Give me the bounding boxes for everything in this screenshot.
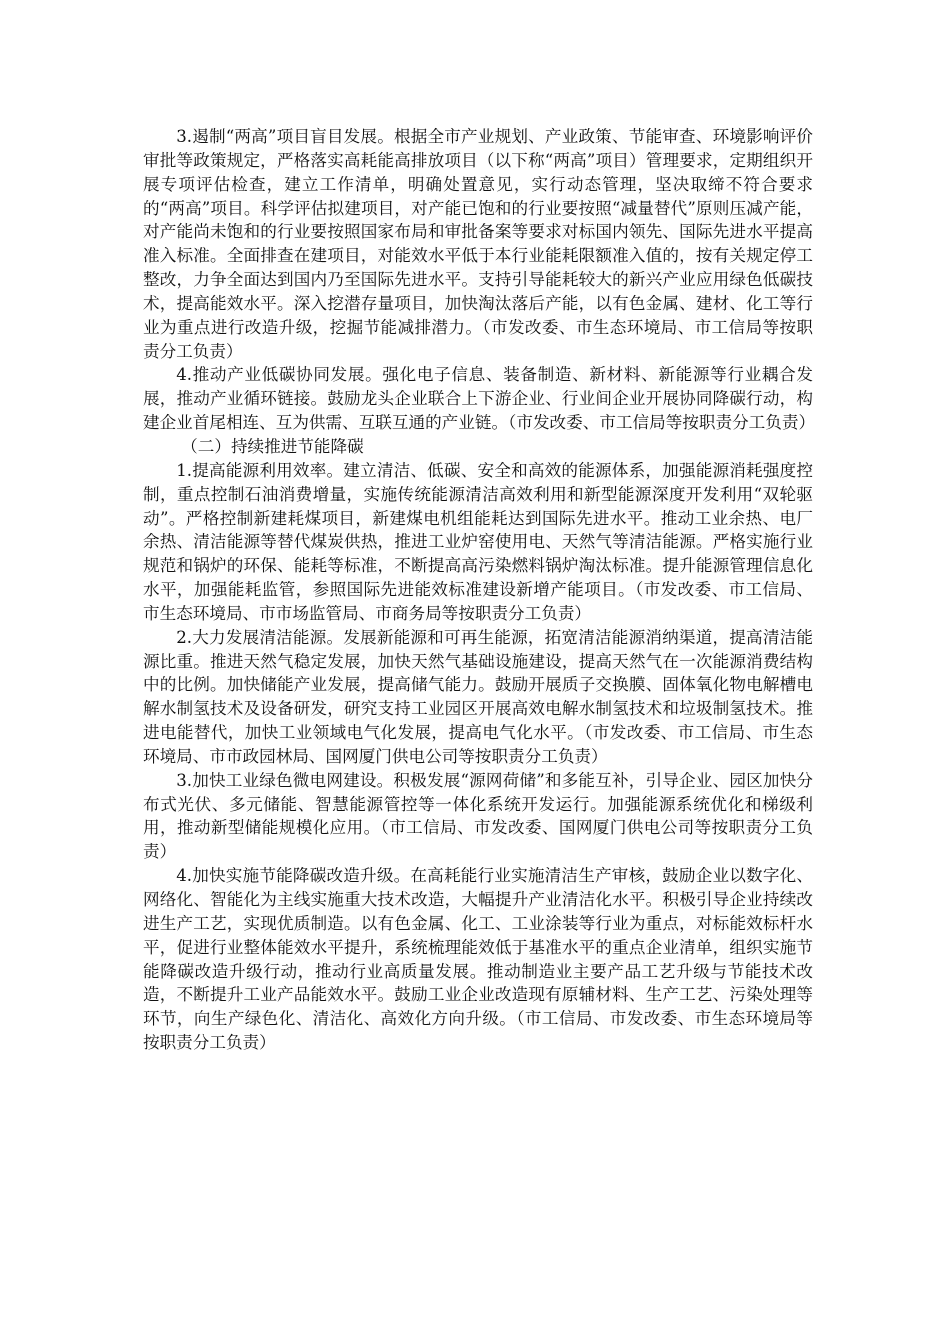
document-body (143, 125, 816, 1055)
paragraph-clean-energy: 2.大力发展清洁能源。发展新能源和可再生能源，拓宽清洁能源消纳渠道，提高清洁能源比重。推进天然气稳定发展，加快天然气基础设施建设，提高天然气在一次能源消费结构中的比例。加快储能产业发展，提高储气能力。鼓励开展质子交换膜、固体氧化物电解槽电解水制氢技术及设备研发，研究支持工业园区开展高效电解水制氢技术和垃圾制氢技术。推进电能替代，加快工业领域电气化发展，提高电气化水平。（市发改委、市工信局、市生态环境局、市市政园林局、国网厦门供电公司等按职责分工负责） (143, 627, 813, 766)
paragraph-curb-two-high-projects: 3.遏制“两高”项目盲目发展。根据全市产业规划、产业政策、节能审查、环境影响评价审批等政策规定，严格落实高耗能高排放项目（以下称“两高”项目）管理要求，定期组织开展专项评估检查，建立工作清单，明确处置意见，实行动态管理，坚决取缔不符合要求的“两高”项目。科学评估拟建项目，对产能已饱和的行业要按照“减量替代”原则压减产能，对产能尚未饱和的行业要按照国家布局和审批备案等要求对标国内领先、国际先进水平提高准入标准。全面排查在建项目，对能效水平低于本行业能耗限额准入值的，按有关规定停工整改，力争全面达到国内乃至国际先进水平。支持引导能耗较大的新兴产业应用绿色低碳技术，提高能效水平。深入挖潜存量项目，加快淘汰落后产能，以有色金属、建材、化工等行业为重点进行改造升级，挖掘节能减排潜力。（市发改委、市生态环境局、市工信局等按职责分工负责） (143, 127, 813, 361)
section-heading-energy-saving: （二）持续推进节能降碳 (181, 436, 364, 456)
paragraph-low-carbon-synergy: 4.推动产业低碳协同发展。强化电子信息、装备制造、新材料、新能源等行业耦合发展，推动产业循环链接。鼓励龙头企业联合上下游企业、行业间企业开展协同降碳行动，构建企业首尾相连、互为供需、互联互通的产业链。（市发改委、市工信局等按职责分工负责） (143, 365, 816, 433)
paragraph-retrofit-upgrade: 4.加快实施节能降碳改造升级。在高耗能行业实施清洁生产审核，鼓励企业以数字化、网络化、智能化为主线实施重大技术改造，大幅提升产业清洁化水平。积极引导企业持续改进生产工艺，实现优质制造。以有色金属、化工、工业涂装等行业为重点，对标能效标杆水平，促进行业整体能效水平提升，系统梳理能效低于基准水平的重点企业清单，组织实施节能降碳改造升级行动，推动行业高质量发展。推动制造业主要产品工艺升级与节能技术改造，不断提升工业产品能效水平。鼓励工业企业改造现有原辅材料、生产工艺、污染处理等环节，向生产绿色化、清洁化、高效化方向升级。（市工信局、市发改委、市生态环境局等按职责分工负责） (143, 866, 813, 1053)
paragraph-microgrid: 3.加快工业绿色微电网建设。积极发展“源网荷储”和多能互补，引导企业、园区加快分布式光伏、多元储能、智慧能源管控等一体化系统开发运行。加强能源系统优化和梯级利用，推动新型储能规模化应用。（市工信局、市发改委、国网厦门供电公司等按职责分工负责） (143, 770, 813, 862)
paragraph-energy-efficiency: 1.提高能源利用效率。建立清洁、低碳、安全和高效的能源体系，加强能源消耗强度控制，重点控制石油消费增量，实施传统能源清洁高效利用和新型能源深度开发利用“双轮驱动”。严格控制新建耗煤项目，新建煤电机组能耗达到国际先进水平。推动工业余热、电厂余热、清洁能源等替代煤炭供热，推进工业炉窑使用电、天然气等清洁能源。严格实施行业规范和锅炉的环保、能耗等标准，不断提高高污染燃料锅炉淘汰标准。提升能源管理信息化水平，加强能耗监管，参照国际先进能效标准建设新增产能项目。（市发改委、市工信局、市生态环境局、市市场监管局、市商务局等按职责分工负责） (143, 460, 813, 623)
